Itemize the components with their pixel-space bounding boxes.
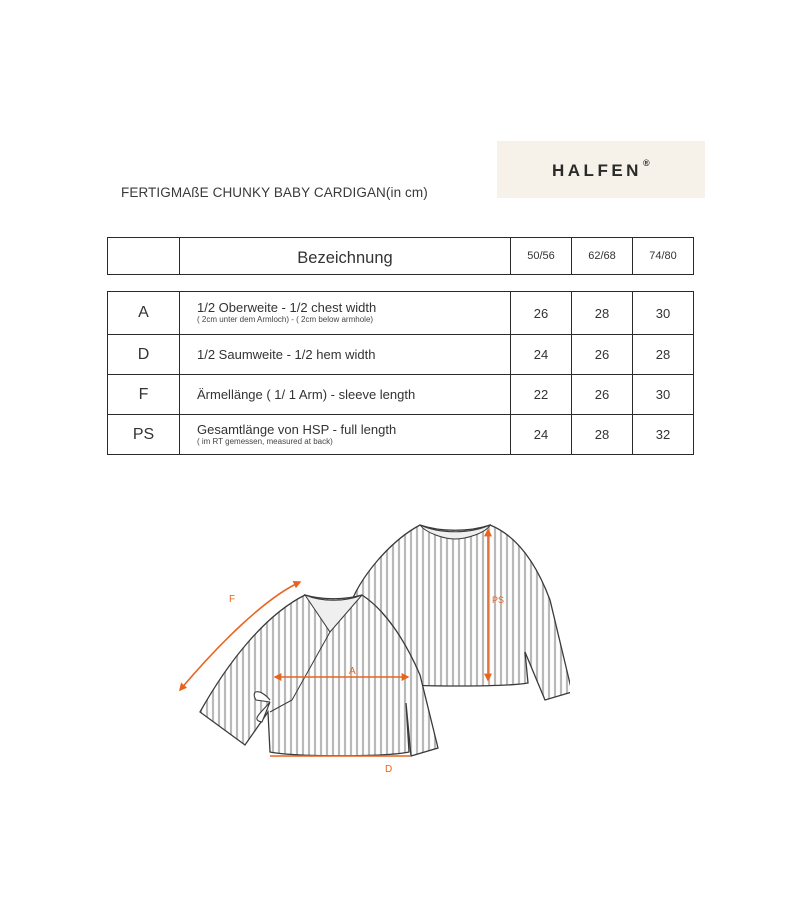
row-description <box>180 292 511 335</box>
row-description-main: 1/2 Saumweite - 1/2 hem width <box>197 346 376 362</box>
row-value: 28 <box>572 415 633 455</box>
row-note: ( 2cm unter dem Armloch) - ( 2cm below armhole) <box>197 315 374 324</box>
row-value: 30 <box>633 375 694 415</box>
table-row <box>108 292 694 335</box>
row-value: 28 <box>572 292 633 335</box>
row-description <box>180 415 511 455</box>
measurement-table <box>107 291 694 455</box>
brand-name: HALFEN® <box>552 158 650 180</box>
row-description <box>180 375 511 415</box>
header-size-2: 62/68 <box>572 238 633 275</box>
label-ps: PS <box>492 595 505 605</box>
row-value: 26 <box>572 335 633 375</box>
header-blank-cell <box>108 238 180 275</box>
row-description-main: Gesamtlänge von HSP - full length <box>197 421 397 437</box>
row-code: F <box>108 375 180 415</box>
header-size-3: 74/80 <box>633 238 694 275</box>
row-value: 28 <box>633 335 694 375</box>
label-a: A <box>349 666 356 677</box>
row-code: A <box>108 292 180 335</box>
table-row <box>108 375 694 415</box>
row-value: 32 <box>633 415 694 455</box>
row-value: 24 <box>511 415 572 455</box>
brand-logo <box>497 141 705 198</box>
row-value: 26 <box>511 292 572 335</box>
row-description <box>180 335 511 375</box>
row-value: 22 <box>511 375 572 415</box>
header-table <box>107 237 694 275</box>
label-f: F <box>229 594 236 605</box>
header-size-1: 50/56 <box>511 238 572 275</box>
row-description-main: 1/2 Oberweite - 1/2 chest width <box>197 300 377 315</box>
row-value: 26 <box>572 375 633 415</box>
table-row <box>108 335 694 375</box>
registered-mark: ® <box>642 158 650 168</box>
header-description: Bezeichnung <box>180 238 511 275</box>
row-code: D <box>108 335 180 375</box>
row-value: 30 <box>633 292 694 335</box>
page-title: FERTIGMAßE CHUNKY BABY CARDIGAN(in cm) <box>121 185 428 200</box>
label-d: D <box>385 764 393 775</box>
table-row <box>108 415 694 455</box>
row-note: ( im RT gemessen, measured at back) <box>197 436 333 446</box>
row-code: PS <box>108 415 180 455</box>
row-value: 24 <box>511 335 572 375</box>
cardigan-diagram <box>170 515 570 790</box>
row-description-main: Ärmellänge ( 1/ 1 Arm) - sleeve length <box>197 386 416 402</box>
